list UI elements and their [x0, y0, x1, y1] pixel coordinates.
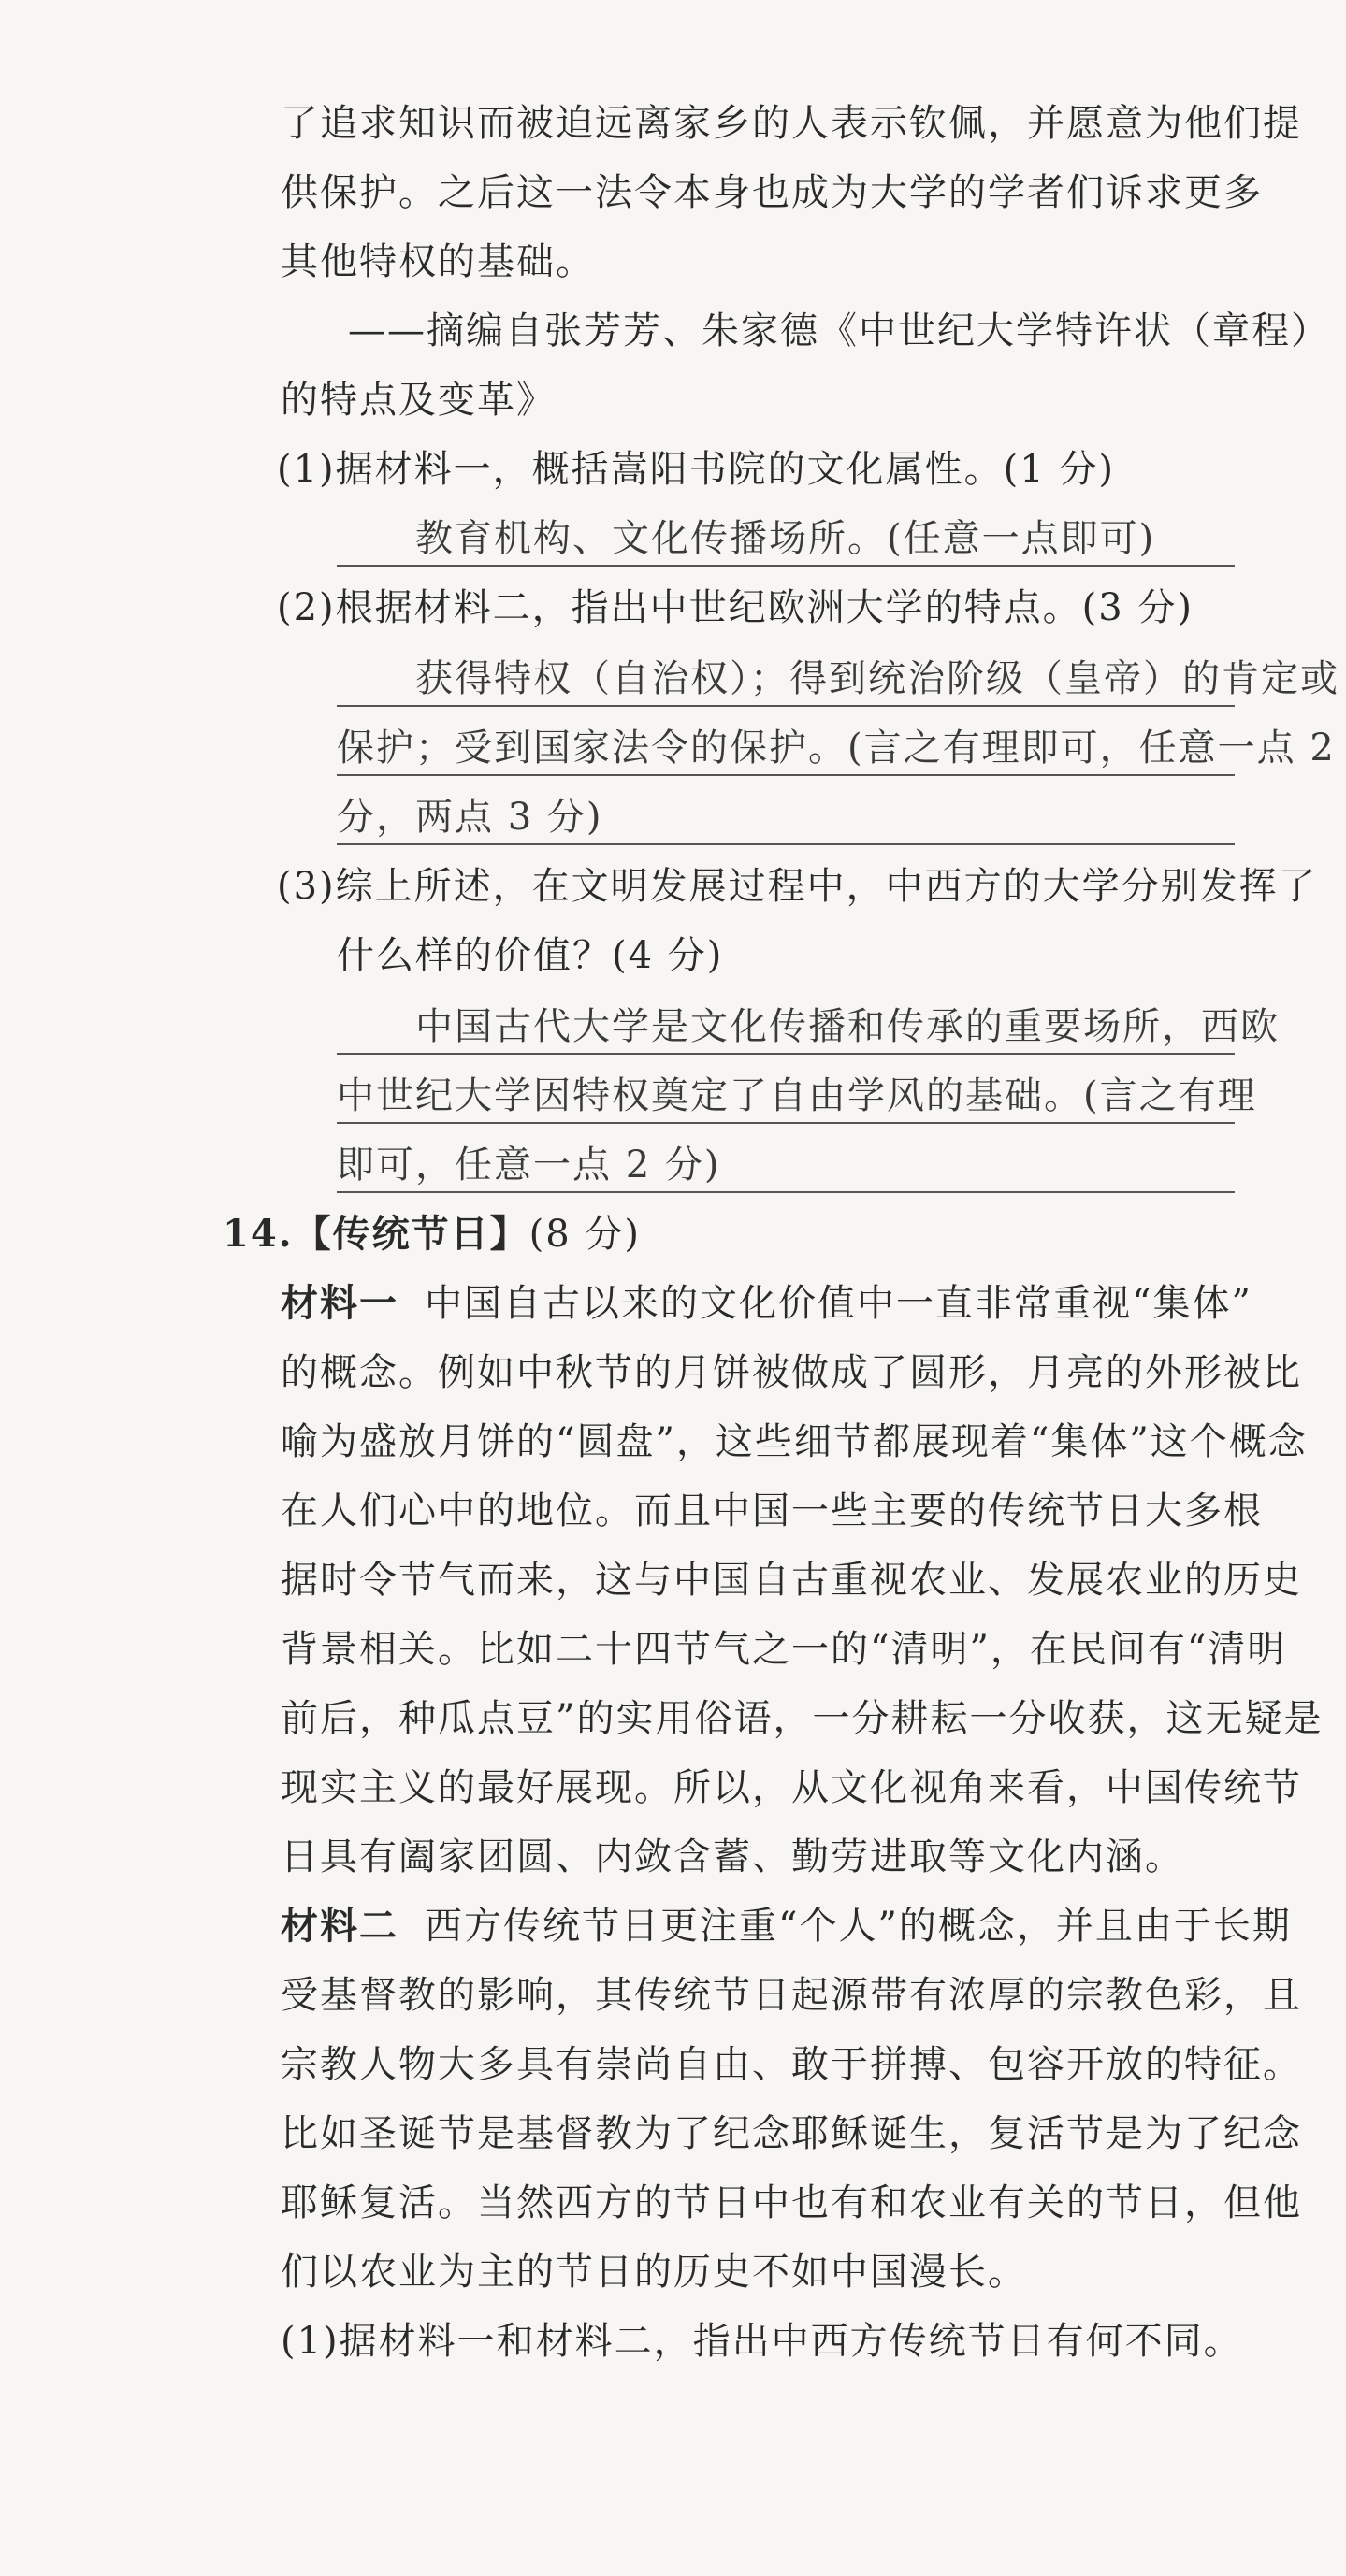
question-title: 【传统节日】 — [293, 1212, 529, 1256]
answer-line — [337, 1073, 1257, 1124]
answer-text: 中世纪大学因特权奠定了自由学风的基础。(言之有理 — [337, 1074, 1257, 1117]
material-1-line — [281, 1281, 1252, 1326]
question-number: 14. — [223, 1212, 294, 1256]
material-line: 供保护。之后这一法令本身也成为大学的学者们诉求更多 — [281, 171, 1263, 214]
material-text: 西方传统节日更注重“个人”的概念，并且由于长期 — [425, 1905, 1292, 1948]
material-1-label: 材料一 — [281, 1281, 398, 1325]
material-2-line: 耶稣复活。当然西方的节日中也有和农业有关的节日，但他 — [281, 2181, 1302, 2224]
answer-text: 即可，任意一点 2 分) — [337, 1144, 721, 1187]
question-text: (1)据材料一，概括嵩阳书院的文化属性。(1 分) — [277, 448, 1116, 491]
answer-line — [337, 726, 1336, 776]
answer-text: 保护；受到国家法令的保护。(言之有理即可，任意一点 2 — [337, 727, 1336, 770]
material-1-line: 喻为盛放月饼的“圆盘”，这些细节都展现着“集体”这个概念 — [281, 1420, 1308, 1463]
question-14-header — [223, 1212, 641, 1257]
question-text: (1)据材料一和材料二，指出中西方传统节日有何不同。 — [281, 2320, 1243, 2363]
material-2-line: 宗教人物大多具有崇尚自由、敢于拼搏、包容开放的特征。 — [281, 2043, 1302, 2086]
answer-text: 获得特权（自治权）；得到统治阶级（皇帝）的肯定或 — [415, 657, 1339, 700]
material-1-line: 在人们心中的地位。而且中国一些主要的传统节日大多根 — [281, 1489, 1263, 1533]
material-2-label: 材料二 — [281, 1904, 398, 1948]
answer-text: 分，两点 3 分) — [337, 796, 603, 839]
material-1-line: 现实主义的最好展现。所以，从文化视角来看，中国传统节 — [281, 1766, 1302, 1809]
answer-line — [337, 1143, 1235, 1193]
material-1-line: 日具有阖家团圆、内敛含蓄、勤劳进取等文化内涵。 — [281, 1835, 1184, 1878]
material-1-line: 背景相关。比如二十四节气之一的“清明”，在民间有“清明 — [281, 1628, 1287, 1671]
material-2-line: 们以农业为主的节日的历史不如中国漫长。 — [281, 2251, 1027, 2294]
material-text: 中国自古以来的文化价值中一直非常重视“集体” — [425, 1282, 1252, 1325]
answer-line — [337, 1004, 1280, 1055]
question-text: (2)根据材料二，指出中世纪欧洲大学的特点。(3 分) — [277, 586, 1194, 629]
material-1-line: 前后，种瓜点豆”的实用俗语，一分耕耘一分收获，这无疑是 — [281, 1697, 1324, 1740]
answer-line — [337, 795, 1235, 845]
answer-line — [337, 656, 1339, 707]
material-2-line: 比如圣诞节是基督教为了纪念耶稣诞生，复活节是为了纪念 — [281, 2112, 1302, 2155]
question-text: 什么样的价值？(4 分) — [337, 934, 724, 977]
answer-text: 教育机构、文化传播场所。(任意一点即可) — [415, 517, 1156, 560]
answer-line — [337, 516, 1235, 567]
question-score: (8 分) — [528, 1213, 641, 1256]
material-line: 了追求知识而被迫远离家乡的人表示钦佩，并愿意为他们提 — [281, 102, 1302, 145]
answer-text: 中国古代大学是文化传播和传承的重要场所，西欧 — [415, 1005, 1280, 1048]
material-1-line: 据时令节气而来，这与中国自古重视农业、发展农业的历史 — [281, 1559, 1302, 1602]
source-citation: ——摘编自张芳芳、朱家德《中世纪大学特许状（章程） — [348, 309, 1330, 353]
question-text: (3)综上所述，在文明发展过程中，中西方的大学分别发挥了 — [277, 865, 1318, 908]
material-line: 其他特权的基础。 — [281, 240, 595, 283]
material-2-line: 受基督教的影响，其传统节日起源带有浓厚的宗教色彩，且 — [281, 1974, 1302, 2017]
material-2-line — [281, 1904, 1292, 1949]
source-citation: 的特点及变革》 — [281, 379, 556, 422]
material-1-line: 的概念。例如中秋节的月饼被做成了圆形，月亮的外形被比 — [281, 1351, 1302, 1394]
